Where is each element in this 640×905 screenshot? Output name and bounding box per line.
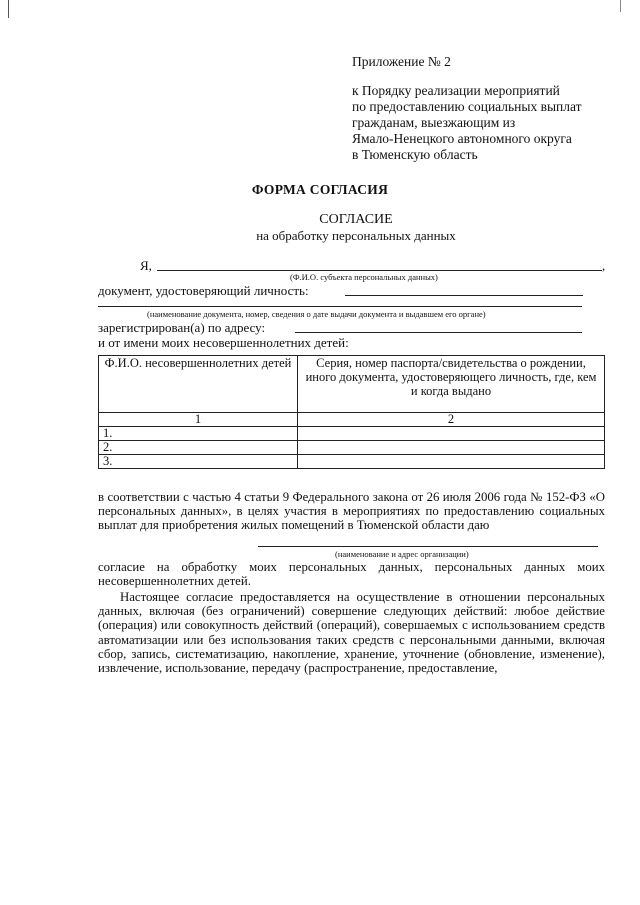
annex-block xyxy=(352,54,582,163)
colnum-1: 1 xyxy=(99,413,298,427)
scan-artifact-line-right xyxy=(620,0,621,12)
organization-hint: (наименование и адрес организации) xyxy=(335,549,469,559)
colnum-2: 2 xyxy=(298,413,605,427)
doc-label: документ, удостоверяющий личность: xyxy=(98,283,309,298)
consent-title: СОГЛАСИЕ xyxy=(319,212,393,227)
paragraph-scope: Настоящее согласие предоставляется на осуществление в отношении персональных данных, включая (без ограничений) совершение следующих действий: любое действие (операция) или совокупность действий (операций), совершаемых с использованием средств автоматизации или без использования таких средств с персональными данными, включая сбор, запись, систематизацию, накопление, хранение, уточнение (обновление, изменение), извлечение, использование, передачу (распространение, предоставление, xyxy=(98,590,605,676)
annex-number: Приложение № 2 xyxy=(352,54,451,69)
annex-line-4: Ямало-Ненецкого автономного округа xyxy=(352,131,572,146)
address-field-line[interactable] xyxy=(295,332,582,333)
header-fio: Ф.И.О. несовершеннолетних детей xyxy=(99,356,298,413)
table-colnum-row xyxy=(99,413,605,427)
row-doc-cell[interactable] xyxy=(298,441,605,455)
table-row[interactable] xyxy=(99,455,605,469)
organization-field-line[interactable] xyxy=(258,546,598,547)
row-doc-cell[interactable] xyxy=(298,455,605,469)
fio-hint: (Ф.И.О. субъекта персональных данных) xyxy=(290,272,438,282)
doc-field-line-2[interactable] xyxy=(98,306,582,307)
header-document: Серия, номер паспорта/свидетельства о рождении, иного документа, удостоверяющего личность, где, кем и когда выдано xyxy=(298,356,605,413)
i-label: Я, xyxy=(140,258,152,273)
address-label: зарегистрирован(а) по адресу: xyxy=(98,320,266,335)
table-row[interactable] xyxy=(99,441,605,455)
doc-field-line[interactable] xyxy=(345,295,583,296)
scope-paragraph xyxy=(98,590,605,675)
table-row[interactable] xyxy=(99,427,605,441)
consent-paragraph xyxy=(98,560,605,588)
annex-line-1: к Порядку реализации мероприятий xyxy=(352,83,560,98)
form-title: ФОРМА СОГЛАСИЯ xyxy=(251,182,389,197)
annex-line-3: гражданам, выезжающим из xyxy=(352,115,516,130)
consent-subtitle: на обработку персональных данных xyxy=(256,228,456,243)
fio-field-line[interactable] xyxy=(157,270,602,271)
row-doc-cell[interactable] xyxy=(298,427,605,441)
table-header-row xyxy=(99,356,605,413)
row-number: 2. xyxy=(99,441,298,455)
row-number: 3. xyxy=(99,455,298,469)
children-label: и от имени моих несовершеннолетних детей: xyxy=(98,335,349,350)
row-number: 1. xyxy=(99,427,298,441)
annex-line-2: по предоставлению социальных выплат xyxy=(352,99,582,114)
i-tail: , xyxy=(602,258,606,273)
paragraph-consent: согласие на обработку моих персональных данных, персональных данных моих несовершеннолетних детей. xyxy=(98,560,605,589)
scan-artifact-line xyxy=(8,0,9,18)
children-table xyxy=(98,355,605,469)
legal-basis-paragraph xyxy=(98,490,605,533)
annex-line-5: в Тюменскую область xyxy=(352,147,478,162)
doc-hint: (наименование документа, номер, сведения о дате выдачи документа и выдавшем его органе) xyxy=(147,309,486,319)
paragraph-legal-basis: в соответствии с частью 4 статьи 9 Федерального закона от 26 июля 2006 года № 152-ФЗ «О персональных данных», в целях участия в мероприятиях по предоставлению социальных выплат для приобретения жилых помещений в Тюменской области даю xyxy=(98,490,605,533)
